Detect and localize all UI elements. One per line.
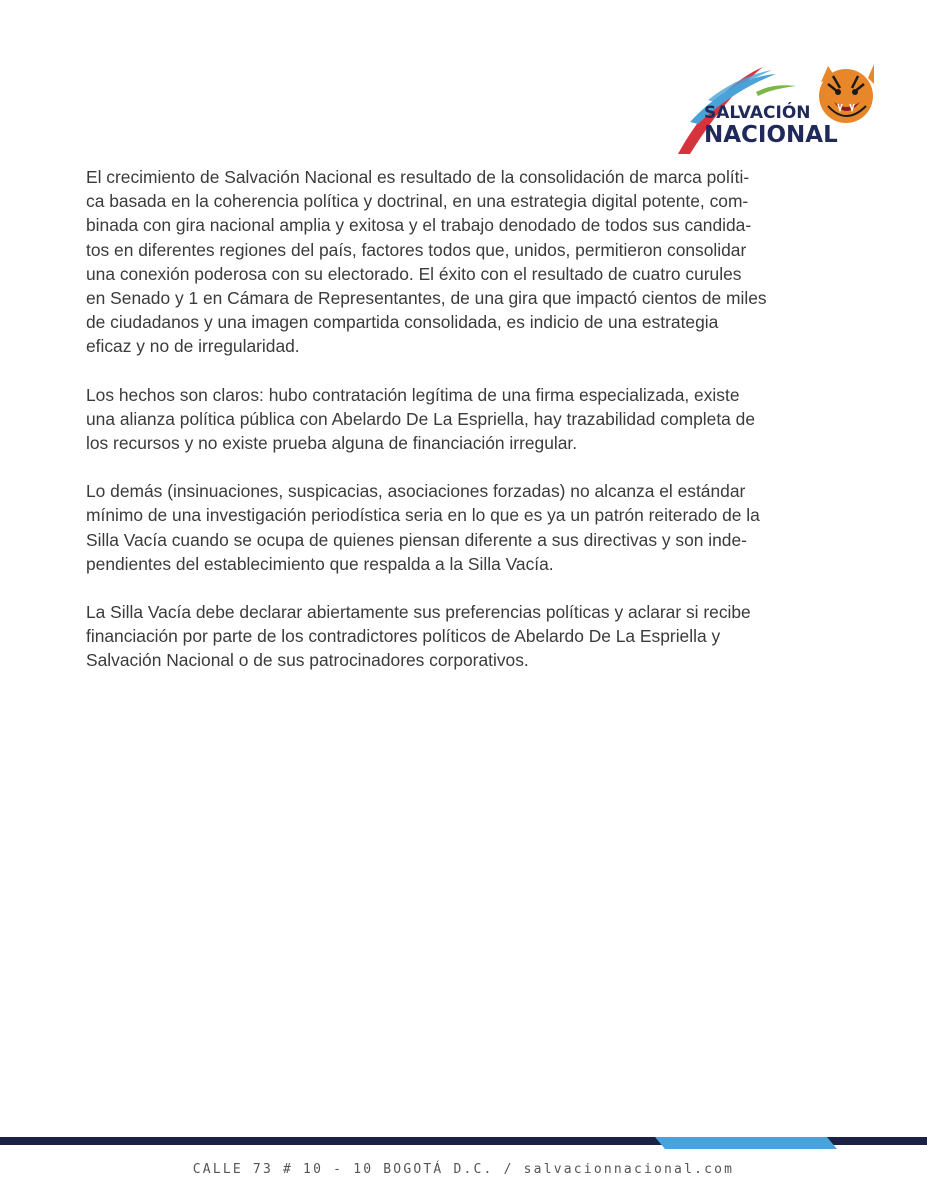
paragraph-line: eficaz y no de irregularidad. bbox=[86, 336, 300, 357]
footer-stripe bbox=[0, 1136, 927, 1148]
logo-line2: NACIONAL bbox=[704, 122, 838, 148]
paragraph-line: El crecimiento de Salvación Nacional es resultado de la consolidación de marca políti- bbox=[86, 167, 750, 187]
logo-line1: SALVACIÓN bbox=[704, 103, 811, 123]
paragraph-4 bbox=[86, 600, 846, 673]
tiger-head-icon bbox=[819, 64, 874, 123]
paragraph-line: Salvación Nacional o de sus patrocinadores corporativos. bbox=[86, 650, 529, 671]
paragraph-line: Lo demás (insinuaciones, suspicacias, asociaciones forzadas) no alcanza el estándar bbox=[86, 481, 746, 502]
paragraph-line: en Senado y 1 en Cámara de Representantes, de una gira que impactó cientos de miles bbox=[86, 288, 767, 309]
paragraph-line: La Silla Vacía debe declarar abiertamente sus preferencias políticas y aclarar si recibe bbox=[86, 602, 751, 623]
footer-navy-right bbox=[827, 1137, 927, 1145]
paragraph-line: una conexión poderosa con su electorado. El éxito con el resultado de cuatro curules bbox=[86, 263, 742, 284]
green-swoosh-mark bbox=[756, 85, 796, 96]
logo-graphic bbox=[668, 62, 880, 160]
paragraph-3 bbox=[86, 479, 846, 576]
paragraph-line: una alianza política pública con Abelardo De La Espriella, hay trazabilidad completa de bbox=[86, 408, 755, 429]
paragraph-line: financiación por parte de los contradictores políticos de Abelardo De La Espriella y bbox=[86, 626, 721, 647]
paragraph-line: tos en diferentes regiones del país, factores todos que, unidos, permitieron consolidar bbox=[86, 239, 747, 260]
paragraph-line: mínimo de una investigación periodística seria en lo que es ya un patrón reiterado de la bbox=[86, 505, 760, 526]
salvacion-nacional-logo bbox=[668, 62, 880, 160]
paragraph-line: los recursos y no existe prueba alguna de financiación irregular. bbox=[86, 433, 578, 454]
footer-address: CALLE 73 # 10 - 10 BOGOTÁ D.C. / salvacionnacional.com bbox=[192, 1162, 735, 1177]
paragraph-1 bbox=[86, 165, 846, 359]
paragraph-line: binada con gira nacional amplia y exitosa y el trabajo denodado de todos sus candida- bbox=[86, 215, 752, 236]
paragraph-2 bbox=[86, 383, 846, 456]
footer-blue-accent bbox=[655, 1137, 837, 1149]
letter-body bbox=[86, 165, 846, 697]
paragraph-line: de ciudadanos y una imagen compartida consolidada, es indicio de una estrategia bbox=[86, 312, 719, 333]
paragraph-line: pendientes del establecimiento que respalda a la Silla Vacía. bbox=[86, 553, 554, 574]
paragraph-line: Silla Vacía cuando se ocupa de quienes piensan diferente a sus directivas y son inde- bbox=[86, 529, 747, 550]
paragraph-line: Los hechos son claros: hubo contratación legítima de una firma especializada, existe bbox=[86, 384, 740, 405]
paragraph-line: ca basada en la coherencia política y doctrinal, en una estrategia digital potente, com- bbox=[86, 191, 749, 212]
footer-stripe-graphic bbox=[0, 1137, 927, 1149]
